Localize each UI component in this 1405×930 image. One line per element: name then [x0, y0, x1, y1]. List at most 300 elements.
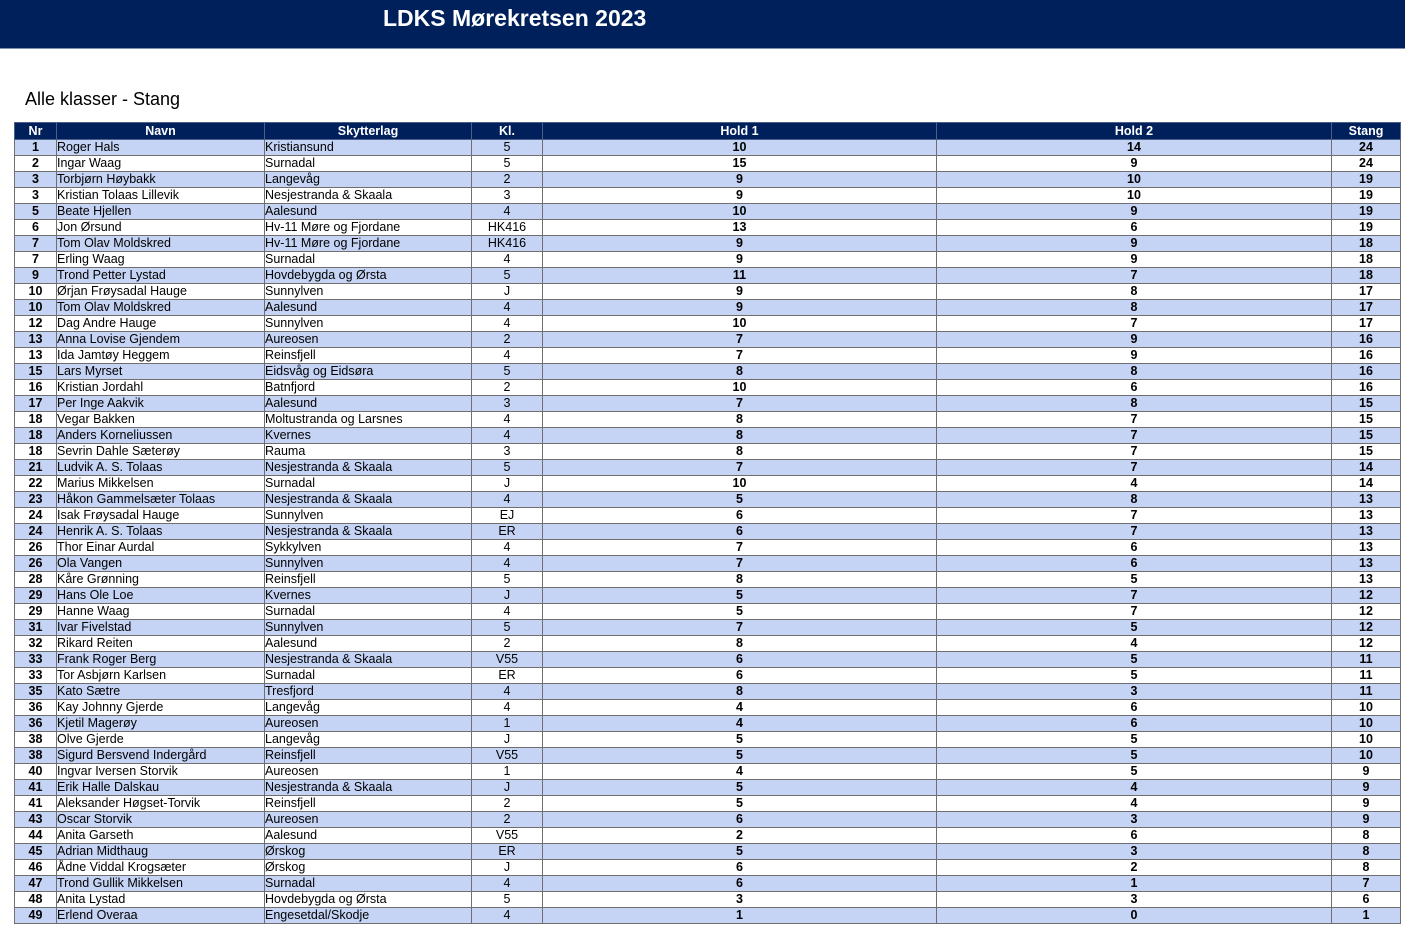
cell-class: J — [472, 860, 543, 876]
cell-class: J — [472, 780, 543, 796]
cell-hold2: 5 — [937, 748, 1332, 764]
cell-name: Anita Lystad — [57, 892, 265, 908]
column-header-name[interactable]: Navn — [57, 123, 265, 140]
cell-club: Nesjestranda & Skaala — [265, 188, 472, 204]
cell-name: Henrik A. S. Tolaas — [57, 524, 265, 540]
cell-name: Hans Ole Loe — [57, 588, 265, 604]
cell-club: Reinsfjell — [265, 748, 472, 764]
cell-hold2: 7 — [937, 588, 1332, 604]
cell-hold2: 8 — [937, 492, 1332, 508]
cell-nr: 16 — [15, 380, 57, 396]
cell-hold1: 6 — [543, 876, 937, 892]
cell-class: 4 — [472, 492, 543, 508]
cell-hold1: 13 — [543, 220, 937, 236]
cell-stang: 9 — [1332, 780, 1401, 796]
cell-hold2: 5 — [937, 652, 1332, 668]
cell-class: HK416 — [472, 220, 543, 236]
table-row — [15, 236, 1401, 252]
cell-stang: 13 — [1332, 572, 1401, 588]
cell-club: Aureosen — [265, 716, 472, 732]
cell-club: Engesetdal/Skodje — [265, 908, 472, 924]
cell-hold2: 2 — [937, 860, 1332, 876]
cell-nr: 32 — [15, 636, 57, 652]
cell-nr: 36 — [15, 716, 57, 732]
cell-stang: 11 — [1332, 668, 1401, 684]
cell-name: Adrian Midthaug — [57, 844, 265, 860]
cell-class: J — [472, 284, 543, 300]
cell-nr: 48 — [15, 892, 57, 908]
cell-name: Kato Sætre — [57, 684, 265, 700]
cell-stang: 1 — [1332, 908, 1401, 924]
cell-stang: 19 — [1332, 220, 1401, 236]
cell-stang: 14 — [1332, 460, 1401, 476]
cell-name: Tom Olav Moldskred — [57, 300, 265, 316]
cell-nr: 24 — [15, 524, 57, 540]
cell-class: 5 — [472, 892, 543, 908]
cell-stang: 9 — [1332, 812, 1401, 828]
cell-hold2: 8 — [937, 300, 1332, 316]
cell-hold1: 6 — [543, 652, 937, 668]
cell-nr: 38 — [15, 748, 57, 764]
cell-stang: 9 — [1332, 796, 1401, 812]
table-row — [15, 556, 1401, 572]
cell-nr: 10 — [15, 284, 57, 300]
cell-name: Håkon Gammelsæter Tolaas — [57, 492, 265, 508]
cell-stang: 16 — [1332, 380, 1401, 396]
column-header-stang[interactable]: Stang — [1332, 123, 1401, 140]
cell-name: Anita Garseth — [57, 828, 265, 844]
table-row — [15, 172, 1401, 188]
cell-hold2: 9 — [937, 332, 1332, 348]
cell-stang: 8 — [1332, 860, 1401, 876]
table-row — [15, 268, 1401, 284]
cell-hold2: 8 — [937, 284, 1332, 300]
cell-hold2: 7 — [937, 428, 1332, 444]
cell-hold1: 5 — [543, 844, 937, 860]
cell-name: Tor Asbjørn Karlsen — [57, 668, 265, 684]
page-header — [0, 0, 1405, 49]
table-row — [15, 524, 1401, 540]
column-header-hold1[interactable]: Hold 1 — [543, 123, 937, 140]
cell-club: Langevåg — [265, 732, 472, 748]
cell-hold2: 9 — [937, 204, 1332, 220]
cell-stang: 19 — [1332, 188, 1401, 204]
cell-stang: 11 — [1332, 652, 1401, 668]
cell-club: Aalesund — [265, 204, 472, 220]
cell-club: Surnadal — [265, 252, 472, 268]
table-row — [15, 780, 1401, 796]
table-row — [15, 860, 1401, 876]
cell-club: Surnadal — [265, 156, 472, 172]
cell-hold2: 10 — [937, 188, 1332, 204]
cell-name: Ida Jamtøy Heggem — [57, 348, 265, 364]
cell-hold1: 9 — [543, 188, 937, 204]
cell-hold2: 7 — [937, 460, 1332, 476]
cell-nr: 43 — [15, 812, 57, 828]
cell-stang: 18 — [1332, 252, 1401, 268]
cell-nr: 7 — [15, 252, 57, 268]
cell-class: 4 — [472, 908, 543, 924]
cell-name: Anna Lovise Gjendem — [57, 332, 265, 348]
cell-name: Ådne Viddal Krogsæter — [57, 860, 265, 876]
cell-name: Kay Johnny Gjerde — [57, 700, 265, 716]
cell-class: HK416 — [472, 236, 543, 252]
cell-nr: 45 — [15, 844, 57, 860]
table-row — [15, 412, 1401, 428]
cell-stang: 8 — [1332, 844, 1401, 860]
table-row — [15, 188, 1401, 204]
cell-club: Aureosen — [265, 332, 472, 348]
cell-hold1: 2 — [543, 828, 937, 844]
table-row — [15, 588, 1401, 604]
cell-nr: 31 — [15, 620, 57, 636]
cell-club: Sykkylven — [265, 540, 472, 556]
cell-nr: 15 — [15, 364, 57, 380]
cell-club: Aalesund — [265, 300, 472, 316]
column-header-club[interactable]: Skytterlag — [265, 123, 472, 140]
cell-hold1: 8 — [543, 428, 937, 444]
cell-hold1: 6 — [543, 508, 937, 524]
cell-stang: 12 — [1332, 588, 1401, 604]
cell-hold1: 6 — [543, 668, 937, 684]
cell-club: Nesjestranda & Skaala — [265, 524, 472, 540]
cell-hold2: 4 — [937, 796, 1332, 812]
cell-stang: 15 — [1332, 428, 1401, 444]
cell-nr: 18 — [15, 444, 57, 460]
table-row — [15, 636, 1401, 652]
cell-class: 1 — [472, 764, 543, 780]
cell-name: Oscar Storvik — [57, 812, 265, 828]
table-row — [15, 700, 1401, 716]
cell-club: Surnadal — [265, 668, 472, 684]
cell-hold2: 9 — [937, 348, 1332, 364]
cell-nr: 3 — [15, 188, 57, 204]
cell-hold2: 4 — [937, 636, 1332, 652]
cell-class: 5 — [472, 156, 543, 172]
cell-name: Vegar Bakken — [57, 412, 265, 428]
cell-nr: 18 — [15, 412, 57, 428]
cell-hold1: 4 — [543, 716, 937, 732]
cell-class: 2 — [472, 636, 543, 652]
cell-nr: 41 — [15, 796, 57, 812]
table-row — [15, 828, 1401, 844]
cell-hold1: 1 — [543, 908, 937, 924]
results-subtitle: Alle klasser - Stang — [25, 89, 181, 109]
cell-nr: 18 — [15, 428, 57, 444]
cell-class: 4 — [472, 604, 543, 620]
cell-club: Ørskog — [265, 860, 472, 876]
cell-hold1: 10 — [543, 316, 937, 332]
cell-hold2: 3 — [937, 844, 1332, 860]
cell-nr: 35 — [15, 684, 57, 700]
cell-name: Ingvar Iversen Storvik — [57, 764, 265, 780]
cell-nr: 49 — [15, 908, 57, 924]
table-row — [15, 652, 1401, 668]
table-row — [15, 572, 1401, 588]
cell-nr: 6 — [15, 220, 57, 236]
cell-hold1: 5 — [543, 748, 937, 764]
cell-hold2: 4 — [937, 780, 1332, 796]
cell-hold2: 9 — [937, 252, 1332, 268]
cell-club: Nesjestranda & Skaala — [265, 492, 472, 508]
cell-club: Aalesund — [265, 828, 472, 844]
cell-nr: 21 — [15, 460, 57, 476]
cell-nr: 29 — [15, 588, 57, 604]
cell-nr: 44 — [15, 828, 57, 844]
cell-hold1: 11 — [543, 268, 937, 284]
cell-class: ER — [472, 668, 543, 684]
cell-name: Rikard Reiten — [57, 636, 265, 652]
cell-name: Thor Einar Aurdal — [57, 540, 265, 556]
cell-hold2: 0 — [937, 908, 1332, 924]
table-row — [15, 892, 1401, 908]
cell-hold1: 9 — [543, 252, 937, 268]
cell-club: Langevåg — [265, 172, 472, 188]
cell-hold2: 3 — [937, 892, 1332, 908]
cell-name: Trond Gullik Mikkelsen — [57, 876, 265, 892]
cell-stang: 10 — [1332, 700, 1401, 716]
column-header-hold2[interactable]: Hold 2 — [937, 123, 1332, 140]
cell-hold2: 7 — [937, 444, 1332, 460]
cell-class: 4 — [472, 556, 543, 572]
table-row — [15, 716, 1401, 732]
cell-hold1: 5 — [543, 492, 937, 508]
cell-name: Roger Hals — [57, 140, 265, 156]
cell-nr: 41 — [15, 780, 57, 796]
table-row — [15, 476, 1401, 492]
cell-name: Ørjan Frøysadal Hauge — [57, 284, 265, 300]
cell-hold1: 8 — [543, 364, 937, 380]
cell-hold2: 6 — [937, 220, 1332, 236]
cell-stang: 15 — [1332, 412, 1401, 428]
cell-stang: 15 — [1332, 396, 1401, 412]
cell-nr: 2 — [15, 156, 57, 172]
cell-nr: 22 — [15, 476, 57, 492]
table-header-row — [15, 123, 1401, 140]
cell-stang: 13 — [1332, 556, 1401, 572]
cell-class: 4 — [472, 412, 543, 428]
cell-class: 4 — [472, 684, 543, 700]
cell-club: Nesjestranda & Skaala — [265, 460, 472, 476]
table-row — [15, 220, 1401, 236]
cell-hold1: 10 — [543, 140, 937, 156]
cell-club: Nesjestranda & Skaala — [265, 780, 472, 796]
cell-nr: 9 — [15, 268, 57, 284]
cell-hold1: 7 — [543, 396, 937, 412]
cell-name: Dag Andre Hauge — [57, 316, 265, 332]
cell-hold2: 7 — [937, 508, 1332, 524]
cell-name: Erling Waag — [57, 252, 265, 268]
cell-hold1: 4 — [543, 700, 937, 716]
cell-hold1: 10 — [543, 380, 937, 396]
cell-hold1: 8 — [543, 412, 937, 428]
cell-nr: 38 — [15, 732, 57, 748]
cell-name: Ivar Fivelstad — [57, 620, 265, 636]
cell-hold1: 5 — [543, 796, 937, 812]
table-row — [15, 508, 1401, 524]
cell-hold1: 7 — [543, 540, 937, 556]
cell-club: Langevåg — [265, 700, 472, 716]
cell-hold2: 6 — [937, 700, 1332, 716]
cell-name: Frank Roger Berg — [57, 652, 265, 668]
cell-hold2: 7 — [937, 268, 1332, 284]
cell-class: 2 — [472, 812, 543, 828]
cell-class: 5 — [472, 140, 543, 156]
cell-stang: 16 — [1332, 364, 1401, 380]
cell-hold2: 6 — [937, 380, 1332, 396]
cell-nr: 40 — [15, 764, 57, 780]
cell-stang: 11 — [1332, 684, 1401, 700]
cell-stang: 8 — [1332, 828, 1401, 844]
cell-hold1: 8 — [543, 572, 937, 588]
cell-hold2: 6 — [937, 716, 1332, 732]
cell-stang: 10 — [1332, 748, 1401, 764]
cell-nr: 17 — [15, 396, 57, 412]
cell-stang: 13 — [1332, 492, 1401, 508]
cell-club: Batnfjord — [265, 380, 472, 396]
cell-name: Aleksander Høgset-Torvik — [57, 796, 265, 812]
cell-class: 3 — [472, 396, 543, 412]
cell-class: J — [472, 588, 543, 604]
cell-stang: 18 — [1332, 236, 1401, 252]
cell-nr: 33 — [15, 668, 57, 684]
cell-stang: 10 — [1332, 732, 1401, 748]
table-row — [15, 300, 1401, 316]
table-row — [15, 684, 1401, 700]
cell-name: Kåre Grønning — [57, 572, 265, 588]
cell-hold2: 5 — [937, 620, 1332, 636]
cell-nr: 26 — [15, 556, 57, 572]
cell-hold1: 5 — [543, 780, 937, 796]
cell-hold2: 1 — [937, 876, 1332, 892]
cell-name: Kristian Jordahl — [57, 380, 265, 396]
cell-hold1: 3 — [543, 892, 937, 908]
cell-class: 2 — [472, 332, 543, 348]
cell-class: 4 — [472, 348, 543, 364]
cell-name: Torbjørn Høybakk — [57, 172, 265, 188]
cell-club: Sunnylven — [265, 284, 472, 300]
cell-nr: 1 — [15, 140, 57, 156]
cell-class: 4 — [472, 428, 543, 444]
table-row — [15, 876, 1401, 892]
cell-class: 4 — [472, 700, 543, 716]
table-row — [15, 444, 1401, 460]
cell-nr: 33 — [15, 652, 57, 668]
cell-hold2: 7 — [937, 412, 1332, 428]
cell-hold1: 5 — [543, 604, 937, 620]
cell-hold2: 3 — [937, 812, 1332, 828]
cell-hold1: 9 — [543, 284, 937, 300]
cell-hold1: 5 — [543, 588, 937, 604]
cell-name: Trond Petter Lystad — [57, 268, 265, 284]
cell-nr: 24 — [15, 508, 57, 524]
cell-hold2: 14 — [937, 140, 1332, 156]
cell-nr: 3 — [15, 172, 57, 188]
cell-hold1: 7 — [543, 348, 937, 364]
cell-class: 4 — [472, 252, 543, 268]
cell-name: Jon Ørsund — [57, 220, 265, 236]
cell-class: 1 — [472, 716, 543, 732]
cell-class: V55 — [472, 828, 543, 844]
cell-club: Hv-11 Møre og Fjordane — [265, 220, 472, 236]
cell-stang: 17 — [1332, 284, 1401, 300]
column-header-nr[interactable]: Nr — [15, 123, 57, 140]
table-row — [15, 316, 1401, 332]
cell-nr: 47 — [15, 876, 57, 892]
cell-club: Kvernes — [265, 428, 472, 444]
cell-class: 4 — [472, 540, 543, 556]
cell-class: 2 — [472, 796, 543, 812]
table-row — [15, 668, 1401, 684]
cell-class: V55 — [472, 748, 543, 764]
cell-hold1: 5 — [543, 732, 937, 748]
cell-stang: 7 — [1332, 876, 1401, 892]
cell-nr: 13 — [15, 332, 57, 348]
cell-stang: 13 — [1332, 524, 1401, 540]
cell-hold2: 5 — [937, 572, 1332, 588]
cell-hold1: 9 — [543, 236, 937, 252]
results-body — [15, 140, 1401, 924]
cell-class: 2 — [472, 380, 543, 396]
cell-class: 4 — [472, 876, 543, 892]
cell-class: J — [472, 732, 543, 748]
cell-club: Rauma — [265, 444, 472, 460]
cell-class: 5 — [472, 620, 543, 636]
cell-class: 3 — [472, 444, 543, 460]
table-row — [15, 396, 1401, 412]
cell-stang: 24 — [1332, 156, 1401, 172]
page-title: LDKS Mørekretsen 2023 — [383, 5, 647, 31]
cell-class: ER — [472, 844, 543, 860]
cell-club: Surnadal — [265, 476, 472, 492]
cell-class: ER — [472, 524, 543, 540]
cell-hold2: 6 — [937, 828, 1332, 844]
cell-hold1: 7 — [543, 556, 937, 572]
cell-hold2: 6 — [937, 540, 1332, 556]
cell-hold1: 6 — [543, 524, 937, 540]
cell-hold1: 8 — [543, 684, 937, 700]
cell-hold2: 8 — [937, 364, 1332, 380]
table-row — [15, 156, 1401, 172]
cell-class: 4 — [472, 204, 543, 220]
table-row — [15, 428, 1401, 444]
cell-hold2: 5 — [937, 732, 1332, 748]
cell-nr: 36 — [15, 700, 57, 716]
cell-stang: 14 — [1332, 476, 1401, 492]
cell-club: Sunnylven — [265, 508, 472, 524]
table-row — [15, 348, 1401, 364]
cell-club: Hv-11 Møre og Fjordane — [265, 236, 472, 252]
cell-hold1: 9 — [543, 300, 937, 316]
cell-name: Beate Hjellen — [57, 204, 265, 220]
cell-club: Sunnylven — [265, 316, 472, 332]
cell-club: Hovdebygda og Ørsta — [265, 892, 472, 908]
cell-name: Lars Myrset — [57, 364, 265, 380]
cell-name: Sevrin Dahle Sæterøy — [57, 444, 265, 460]
column-header-class[interactable]: Kl. — [472, 123, 543, 140]
cell-nr: 28 — [15, 572, 57, 588]
cell-club: Nesjestranda & Skaala — [265, 652, 472, 668]
cell-class: J — [472, 476, 543, 492]
table-row — [15, 796, 1401, 812]
cell-class: 5 — [472, 572, 543, 588]
cell-class: 4 — [472, 316, 543, 332]
cell-club: Reinsfjell — [265, 796, 472, 812]
cell-club: Aureosen — [265, 764, 472, 780]
cell-name: Kjetil Magerøy — [57, 716, 265, 732]
cell-hold2: 9 — [937, 236, 1332, 252]
cell-class: 5 — [472, 364, 543, 380]
